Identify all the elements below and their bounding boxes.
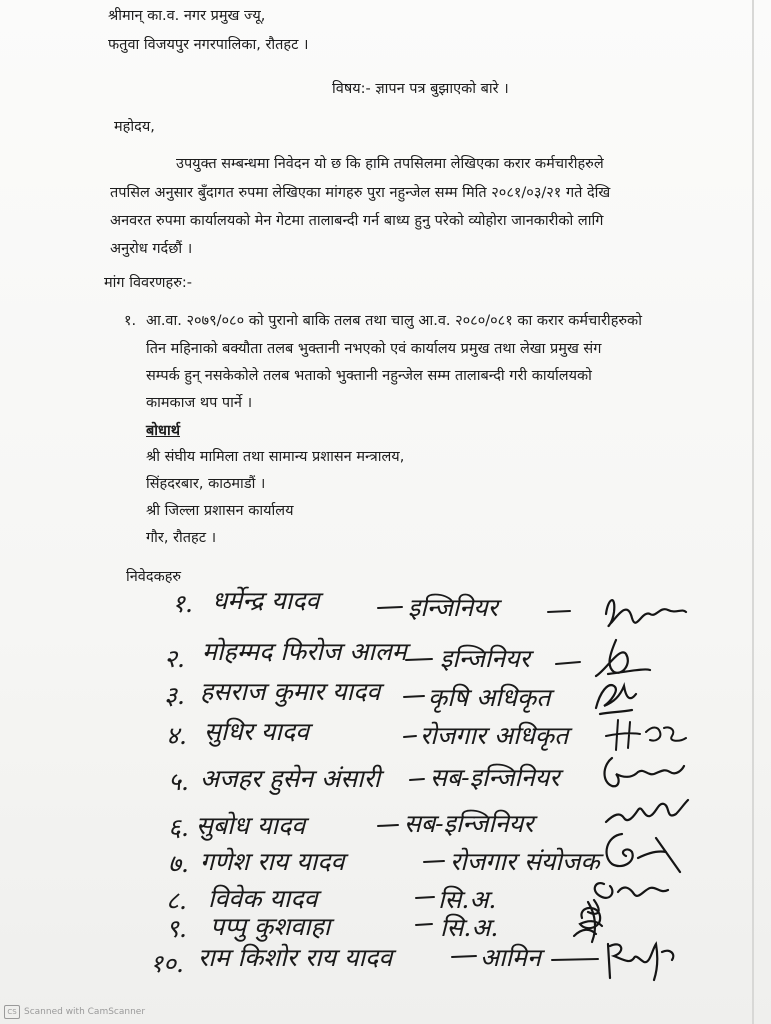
petitioner-name: हसराज कुमार यादव: [200, 677, 381, 706]
cc-line-2: सिंहदरबार, काठमाडौं ।: [146, 476, 266, 492]
petitioner-post: सब-इन्जिनियर: [430, 763, 560, 792]
petitioner-name: विवेक यादव: [208, 884, 318, 913]
petitioner-post: इन्जिनियर: [408, 593, 498, 622]
addressee-line1: श्रीमान् का.व. नगर प्रमुख ज्यू,: [108, 8, 266, 24]
petitioner-name: राम किशोर राय यादव: [198, 943, 393, 972]
addressee-line2: फतुवा विजयपुर नगरपालिका, रौतहट ।: [108, 37, 309, 53]
signature-10: [600, 934, 690, 980]
petitioner-name: मोहम्मद फिरोज आलम: [202, 637, 407, 666]
signature-5: [598, 748, 688, 794]
body-line-1: उपयुक्त सम्बन्धमा निवेदन यो छ कि हामि तपसिलमा लेखिएका करार कर्मचारीहरुले: [176, 156, 604, 172]
petitioner-post: सि.अ.: [438, 885, 497, 914]
petitioner-number: ९.: [166, 914, 187, 943]
camscanner-watermark: [4, 1004, 145, 1020]
petitioner-post: रोजगार अधिकृत: [420, 721, 569, 750]
cc-line-1: श्री संघीय मामिला तथा सामान्य प्रशासन मन्त्रालय,: [146, 449, 405, 465]
page-edge: [752, 0, 754, 1024]
petitioner-number: १०.: [150, 949, 184, 978]
body-line-4: अनुरोध गर्दछौं ।: [110, 241, 193, 257]
petitioner-name: अजहर हुसेन अंसारी: [200, 764, 381, 793]
petitioner-number: ३.: [164, 681, 185, 710]
demand-1-line-2: तिन महिनाको बक्यौता तलब भुक्तानी नभएको एवं कार्यालय प्रमुख तथा लेखा प्रमुख संग: [146, 341, 602, 357]
camscanner-logo-icon: CS: [4, 1005, 20, 1019]
petitioner-post: रोजगार संयोजक: [450, 847, 600, 876]
petitioner-number: ८.: [166, 886, 187, 915]
signature-7: [596, 828, 686, 874]
demand-1-line-1: आ.वा. २०७९/०८० को पुरानो बाकि तलब तथा चालु आ.व. २०८०/०८१ का करार कर्मचारीहरुको: [146, 313, 642, 329]
petitioner-name: सुबोध यादव: [196, 811, 306, 840]
body-line-3: अनवरत रुपमा कार्यालयको मेन गेटमा तालाबन्दी गर्न बाध्य हुनु परेको व्योहोरा जानकारीको लागि: [110, 213, 604, 229]
petitioner-name: धर्मेन्द्र यादव: [212, 586, 320, 615]
petitioner-number: ६.: [168, 813, 189, 842]
petitioner-post: कृषि अधिकृत: [428, 683, 551, 712]
demand-1-line-4: कामकाज थप पार्ने ।: [146, 395, 253, 411]
petitioner-post: इन्जिनियर: [440, 644, 530, 673]
demand-1-number: १.: [124, 313, 137, 329]
petitioner-name: पप्पु कुशवाहा: [210, 912, 331, 941]
scanner-text: Scanned with CamScanner: [24, 1007, 146, 1017]
petitioner-post: सब-इन्जिनियर: [404, 809, 534, 838]
cc-line-4: गौर, रौतहट ।: [146, 530, 217, 546]
petitioner-number: २.: [164, 644, 185, 673]
subject-line: विषय:- ज्ञापन पत्र बुझाएको बारे ।: [332, 81, 509, 97]
petitioner-post: आमिन: [480, 943, 541, 972]
signature-1: [598, 592, 688, 638]
petitioner-number: ७.: [168, 849, 189, 878]
petitioner-name: सुधिर यादव: [204, 717, 310, 746]
body-line-2: तपसिल अनुसार बुँदागत रुपमा लेखिएका मांगहरु पुरा नहुन्जेल सम्म मिति २०८१/०३/२१ गते देखि: [110, 185, 611, 201]
petitioner-number: ५.: [168, 767, 189, 796]
cc-heading: बोधार्थ: [146, 423, 180, 439]
demands-heading: मांग विवरणहरु:-: [104, 275, 192, 291]
cc-line-3: श्री जिल्ला प्रशासन कार्यालय: [146, 503, 294, 519]
demand-1-line-3: सम्पर्क हुन् नसकेकोले तलब भताको भुक्तानी नहुन्जेल सम्म तालाबन्दी गरी कार्यालयको: [146, 368, 592, 384]
salutation: महोदय,: [114, 119, 155, 135]
petitioner-number: १.: [172, 589, 193, 618]
petitioner-post: सि.अ.: [440, 913, 499, 942]
petitioner-number: ४.: [166, 721, 187, 750]
petitioners-heading: निवेदकहरु: [126, 569, 182, 585]
petitioner-name: गणेश राय यादव: [200, 847, 345, 876]
